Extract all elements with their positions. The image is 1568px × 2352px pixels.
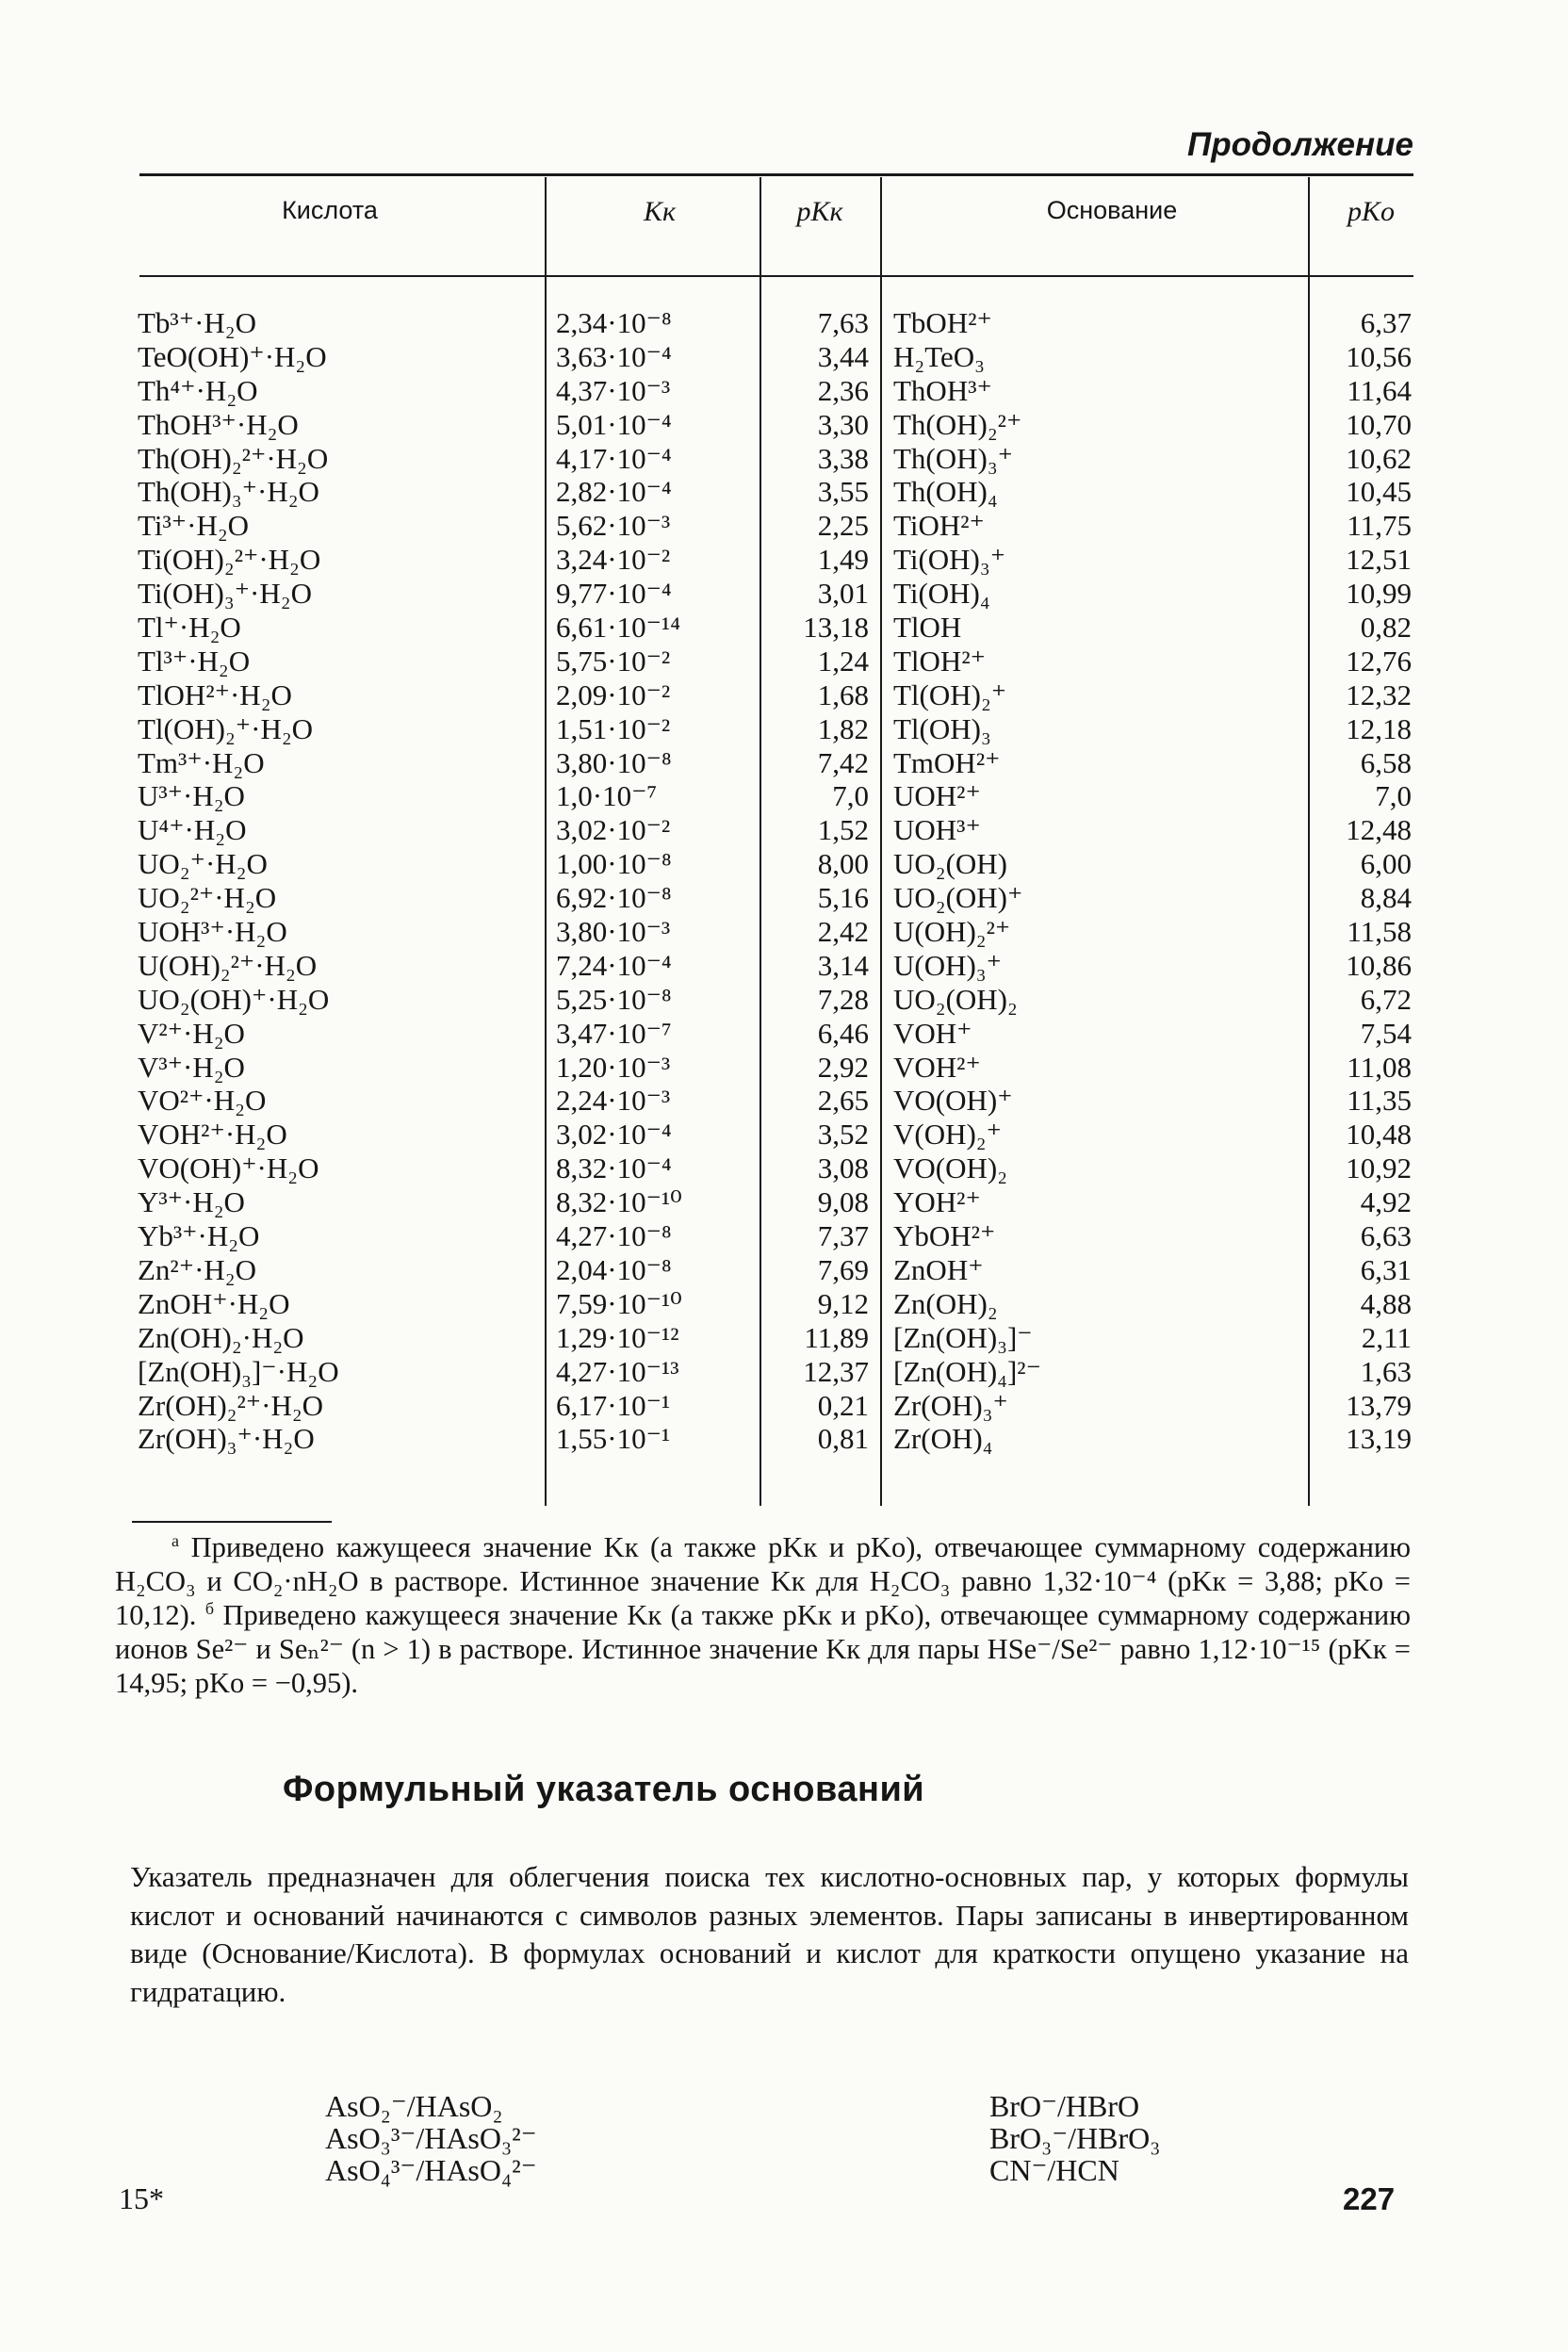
- acid-cell: Tl³⁺·H₂O: [138, 644, 251, 678]
- pko-cell: 6,31: [1360, 1252, 1412, 1286]
- base-cell: Th(OH)₃⁺: [893, 441, 1014, 475]
- base-cell: Ti(OH)₄: [893, 577, 990, 611]
- kk-cell: 3,63·10⁻⁴: [556, 339, 672, 373]
- pko-cell: 12,48: [1346, 813, 1412, 847]
- kk-cell: 2,24·10⁻³: [556, 1084, 671, 1118]
- base-cell: H₂TeO₃: [893, 339, 985, 373]
- kk-column: [556, 306, 744, 1456]
- pkk-cell: 1,24: [817, 644, 869, 678]
- acid-base-pair: AsO₂⁻/HAsO₂: [325, 2089, 503, 2123]
- kk-cell: 1,55·10⁻¹: [556, 1422, 671, 1456]
- pkk-cell: 2,36: [817, 373, 869, 407]
- pko-column: [1305, 306, 1412, 1456]
- kk-cell: 3,80·10⁻³: [556, 915, 671, 949]
- acid-cell: UO₂⁺·H₂O: [138, 847, 268, 881]
- acid-column: [138, 306, 533, 1456]
- pkk-cell: 7,69: [817, 1252, 869, 1286]
- footnote-mark-b: б: [204, 1599, 215, 1619]
- kk-cell: 6,92·10⁻⁸: [556, 881, 672, 915]
- pkk-column: [765, 306, 869, 1456]
- acid-cell: Ti(OH)₂²⁺·H₂O: [138, 543, 321, 577]
- pko-cell: 11,35: [1347, 1084, 1412, 1118]
- pko-cell: 11,08: [1347, 1050, 1412, 1084]
- pko-cell: 12,51: [1346, 543, 1412, 577]
- table-column-divider: [880, 177, 882, 1506]
- acid-cell: Tl(OH)₂⁺·H₂O: [138, 711, 314, 745]
- pairs-right-list: [989, 2090, 1160, 2187]
- base-cell: TiOH²⁺: [893, 509, 985, 543]
- acid-base-pair: AsO₃³⁻/HAsO₃²⁻: [325, 2121, 537, 2156]
- acid-cell: Th(OH)₃⁺·H₂O: [138, 475, 319, 509]
- pkk-cell: 11,89: [804, 1320, 869, 1354]
- table-header-rule: [139, 275, 1413, 277]
- pkk-cell: 5,16: [817, 881, 869, 915]
- base-cell: TlOH²⁺: [893, 644, 986, 678]
- kk-cell: 4,37·10⁻³: [556, 373, 671, 407]
- pkk-cell: 3,01: [817, 577, 869, 611]
- acid-cell: ThOH³⁺·H₂O: [138, 407, 299, 441]
- pko-cell: 4,92: [1360, 1185, 1412, 1219]
- base-cell: VOH²⁺: [893, 1050, 981, 1084]
- header-base: Основание: [1046, 196, 1178, 224]
- kk-cell: 6,17·10⁻¹: [556, 1388, 671, 1422]
- kk-cell: 4,17·10⁻⁴: [556, 441, 672, 475]
- base-cell: VO(OH)₂: [893, 1152, 1008, 1185]
- section-heading: Формульный указатель оснований: [283, 1770, 925, 1809]
- pkk-cell: 1,52: [817, 813, 869, 847]
- kk-cell: 2,09·10⁻²: [556, 678, 671, 711]
- kk-cell: 1,29·10⁻¹²: [556, 1320, 679, 1354]
- pkk-cell: 0,81: [817, 1422, 869, 1456]
- pko-cell: 10,45: [1346, 475, 1412, 509]
- kk-cell: 8,32·10⁻¹⁰: [556, 1185, 682, 1219]
- pkk-cell: 9,08: [817, 1185, 869, 1219]
- kk-cell: 7,24·10⁻⁴: [556, 948, 672, 982]
- pko-cell: 6,72: [1360, 982, 1412, 1016]
- pkk-cell: 1,49: [817, 543, 869, 577]
- pko-cell: 10,62: [1346, 441, 1412, 475]
- acid-cell: [Zn(OH)₃]⁻·H₂O: [138, 1354, 339, 1388]
- continuation-label: Продолжение: [1187, 126, 1413, 163]
- pkk-cell: 7,28: [817, 982, 869, 1016]
- pkk-cell: 6,46: [817, 1016, 869, 1050]
- pairs-left-list: [325, 2090, 537, 2187]
- pkk-cell: 2,92: [817, 1050, 869, 1084]
- pkk-cell: 2,65: [817, 1084, 869, 1118]
- acid-base-pair: BrO₃⁻/HBrO₃: [989, 2121, 1161, 2156]
- kk-cell: 3,47·10⁻⁷: [556, 1016, 672, 1050]
- pko-cell: 10,48: [1346, 1118, 1412, 1152]
- acid-cell: Yb³⁺·H₂O: [138, 1219, 260, 1253]
- kk-cell: 3,24·10⁻²: [556, 543, 671, 577]
- kk-cell: 2,82·10⁻⁴: [556, 475, 672, 509]
- pko-cell: 6,58: [1360, 745, 1412, 779]
- base-cell: YbOH²⁺: [893, 1219, 996, 1253]
- section-paragraph: Указатель предназначен для облегчения поиска тех кислотно-основных пар, у которых формулы кислот и оснований начинаются с символов разных элементов. Пары записаны в инвертированном виде (Основание/Кислота). В формулах оснований и кислот для краткости опущено указание на гидратацию.: [130, 1860, 1409, 2008]
- pko-cell: 11,64: [1347, 373, 1412, 407]
- base-cell: TlOH: [893, 611, 962, 645]
- kk-cell: 7,59·10⁻¹⁰: [556, 1286, 682, 1320]
- base-cell: Tl(OH)₃: [893, 711, 991, 745]
- acid-base-pair: BrO⁻/HBrO: [989, 2089, 1140, 2123]
- pkk-cell: 3,14: [817, 948, 869, 982]
- acid-cell: U³⁺·H₂O: [138, 779, 245, 813]
- kk-cell: 5,01·10⁻⁴: [556, 407, 672, 441]
- base-cell: UO₂(OH)⁺: [893, 881, 1023, 915]
- kk-cell: 3,80·10⁻⁸: [556, 745, 672, 779]
- base-cell: U(OH)₃⁺: [893, 948, 1002, 982]
- acid-cell: Zr(OH)₃⁺·H₂O: [138, 1422, 315, 1456]
- page-number: 227: [1343, 2181, 1396, 2216]
- pko-cell: 10,86: [1346, 948, 1412, 982]
- acid-cell: VOH²⁺·H₂O: [138, 1118, 287, 1152]
- base-cell: VOH⁺: [893, 1016, 972, 1050]
- base-cell: Ti(OH)₃⁺: [893, 543, 1006, 577]
- acid-cell: Ti(OH)₃⁺·H₂O: [138, 577, 312, 611]
- pkk-cell: 1,68: [817, 678, 869, 711]
- pko-cell: 10,99: [1346, 577, 1412, 611]
- acid-cell: Th(OH)₂²⁺·H₂O: [138, 441, 329, 475]
- base-cell: UO₂(OH)₂: [893, 982, 1018, 1016]
- pko-cell: 7,54: [1360, 1016, 1412, 1050]
- pko-cell: 13,19: [1346, 1422, 1412, 1456]
- base-cell: ThOH³⁺: [893, 373, 992, 407]
- base-cell: YOH²⁺: [893, 1185, 981, 1219]
- kk-cell: 9,77·10⁻⁴: [556, 577, 672, 611]
- acid-cell: U⁴⁺·H₂O: [138, 813, 247, 847]
- kk-cell: 2,34·10⁻⁸: [556, 306, 672, 339]
- kk-cell: 1,0·10⁻⁷: [556, 779, 658, 813]
- table-column-divider: [760, 177, 761, 1506]
- base-cell: Tl(OH)₂⁺: [893, 678, 1007, 711]
- pko-cell: 12,32: [1346, 678, 1412, 711]
- pko-cell: 8,84: [1360, 881, 1412, 915]
- table-top-rule: [139, 173, 1413, 176]
- pko-cell: 6,63: [1360, 1219, 1412, 1253]
- acid-cell: UO₂²⁺·H₂O: [138, 881, 277, 915]
- footnote-a: Приведено кажущееся значение Kк (а также pKк и pKо), отвечающее суммарному содержанию H₂CO₃ и CO₂·nH₂O в растворе. Истинное значение Kк для H₂CO₃ равно 1,32·10⁻⁴ (pKк = 3,88; pKо = 10,12).: [115, 1531, 1411, 1632]
- footnote-b: Приведено кажущееся значение Kк (а также pKк и pKо), отвечающее суммарному содержанию ионов Se²⁻ и Seₙ²⁻ (n > 1) в растворе. Истинное значение Kк для пары HSe⁻/Se²⁻ равно 1,12·10⁻¹⁵ (pKк = 14,95; pKо = −0,95).: [115, 1599, 1411, 1700]
- table-column-divider: [545, 177, 547, 1506]
- acid-cell: TeO(OH)⁺·H₂O: [138, 339, 327, 373]
- base-column: [893, 306, 1289, 1456]
- acid-cell: Zn(OH)₂·H₂O: [138, 1320, 304, 1354]
- pkk-cell: 12,37: [803, 1354, 869, 1388]
- pkk-cell: 2,25: [817, 509, 869, 543]
- acid-cell: Zn²⁺·H₂O: [138, 1252, 256, 1286]
- pkk-cell: 8,00: [817, 847, 869, 881]
- pko-cell: 11,58: [1347, 915, 1412, 949]
- pko-cell: 13,79: [1346, 1388, 1412, 1422]
- acid-cell: Zr(OH)₂²⁺·H₂O: [138, 1388, 324, 1422]
- acid-cell: UOH³⁺·H₂O: [138, 915, 287, 949]
- kk-cell: 5,62·10⁻³: [556, 509, 671, 543]
- pko-cell: 11,75: [1347, 509, 1412, 543]
- kk-cell: 3,02·10⁻²: [556, 813, 671, 847]
- base-cell: VO(OH)⁺: [893, 1084, 1013, 1118]
- pko-cell: 12,18: [1346, 711, 1412, 745]
- acid-cell: TlOH²⁺·H₂O: [138, 678, 292, 711]
- pko-cell: 6,37: [1360, 306, 1412, 339]
- kk-cell: 4,27·10⁻⁸: [556, 1219, 672, 1253]
- acid-cell: Tl⁺·H₂O: [138, 611, 241, 645]
- acid-cell: ZnOH⁺·H₂O: [138, 1286, 290, 1320]
- pko-cell: 10,70: [1346, 407, 1412, 441]
- base-cell: Zr(OH)₄: [893, 1422, 993, 1456]
- acid-base-pair: AsO₄³⁻/HAsO₄²⁻: [325, 2153, 537, 2188]
- header-pkk: pKк: [796, 196, 843, 227]
- pkk-cell: 9,12: [817, 1286, 869, 1320]
- acid-cell: Y³⁺·H₂O: [138, 1185, 245, 1219]
- acid-cell: V²⁺·H₂O: [138, 1016, 245, 1050]
- kk-cell: 3,02·10⁻⁴: [556, 1118, 672, 1152]
- footnotes: [115, 1531, 1411, 1701]
- pkk-cell: 7,42: [817, 745, 869, 779]
- pkk-cell: 1,82: [817, 711, 869, 745]
- header-pko: pKо: [1347, 196, 1395, 227]
- acid-cell: UO₂(OH)⁺·H₂O: [138, 982, 330, 1016]
- kk-cell: 8,32·10⁻⁴: [556, 1152, 672, 1185]
- pkk-cell: 3,55: [817, 475, 869, 509]
- pkk-cell: 3,30: [817, 407, 869, 441]
- kk-cell: 5,75·10⁻²: [556, 644, 671, 678]
- pko-cell: 6,00: [1360, 847, 1412, 881]
- pko-cell: 12,76: [1346, 644, 1412, 678]
- printer-signature: 15*: [119, 2181, 164, 2215]
- acid-base-pair: CN⁻/HCN: [989, 2153, 1119, 2188]
- base-cell: TmOH²⁺: [893, 745, 1001, 779]
- base-cell: V(OH)₂⁺: [893, 1118, 1002, 1152]
- pkk-cell: 3,44: [817, 339, 869, 373]
- base-cell: UOH²⁺: [893, 779, 981, 813]
- pko-cell: 1,63: [1360, 1354, 1412, 1388]
- base-cell: Th(OH)₄: [893, 475, 998, 509]
- base-cell: Zn(OH)₂: [893, 1286, 998, 1320]
- kk-cell: 6,61·10⁻¹⁴: [556, 611, 681, 645]
- pko-cell: 10,56: [1346, 339, 1412, 373]
- acid-cell: Th⁴⁺·H₂O: [138, 373, 258, 407]
- pkk-cell: 3,08: [817, 1152, 869, 1185]
- kk-cell: 1,51·10⁻²: [556, 711, 671, 745]
- pko-cell: 10,92: [1346, 1152, 1412, 1185]
- base-cell: [Zn(OH)₃]⁻: [893, 1320, 1033, 1354]
- acid-cell: Tb³⁺·H₂O: [138, 306, 256, 339]
- pko-cell: 7,0: [1375, 779, 1412, 813]
- pko-cell: 4,88: [1360, 1286, 1412, 1320]
- footnote-mark-a: а: [172, 1531, 179, 1550]
- kk-cell: 4,27·10⁻¹³: [556, 1354, 679, 1388]
- pkk-cell: 7,63: [817, 306, 869, 339]
- acid-cell: V³⁺·H₂O: [138, 1050, 245, 1084]
- base-cell: ZnOH⁺: [893, 1252, 984, 1286]
- kk-cell: 1,00·10⁻⁸: [556, 847, 672, 881]
- pkk-cell: 13,18: [803, 611, 869, 645]
- acid-cell: Tm³⁺·H₂O: [138, 745, 265, 779]
- base-cell: UOH³⁺: [893, 813, 981, 847]
- pko-cell: 2,11: [1361, 1320, 1412, 1354]
- base-cell: TbOH²⁺: [893, 306, 992, 339]
- base-cell: Zr(OH)₃⁺: [893, 1388, 1008, 1422]
- kk-cell: 2,04·10⁻⁸: [556, 1252, 672, 1286]
- pkk-cell: 7,37: [817, 1219, 869, 1253]
- footnote-rule: [132, 1521, 332, 1523]
- pkk-cell: 0,21: [817, 1388, 869, 1422]
- pkk-cell: 7,0: [832, 779, 869, 813]
- acid-cell: Ti³⁺·H₂O: [138, 509, 250, 543]
- header-acid: Кислота: [282, 196, 378, 224]
- acid-cell: VO²⁺·H₂O: [138, 1084, 267, 1118]
- header-kk: Kк: [643, 196, 677, 227]
- pkk-cell: 3,38: [817, 441, 869, 475]
- acid-cell: U(OH)₂²⁺·H₂O: [138, 948, 318, 982]
- kk-cell: 1,20·10⁻³: [556, 1050, 671, 1084]
- pkk-cell: 3,52: [817, 1118, 869, 1152]
- pko-cell: 0,82: [1360, 611, 1412, 645]
- base-cell: Th(OH)₂²⁺: [893, 407, 1022, 441]
- base-cell: UO₂(OH): [893, 847, 1008, 881]
- pkk-cell: 2,42: [817, 915, 869, 949]
- kk-cell: 5,25·10⁻⁸: [556, 982, 672, 1016]
- acid-cell: VO(OH)⁺·H₂O: [138, 1152, 319, 1185]
- base-cell: U(OH)₂²⁺: [893, 915, 1011, 949]
- base-cell: [Zn(OH)₄]²⁻: [893, 1354, 1041, 1388]
